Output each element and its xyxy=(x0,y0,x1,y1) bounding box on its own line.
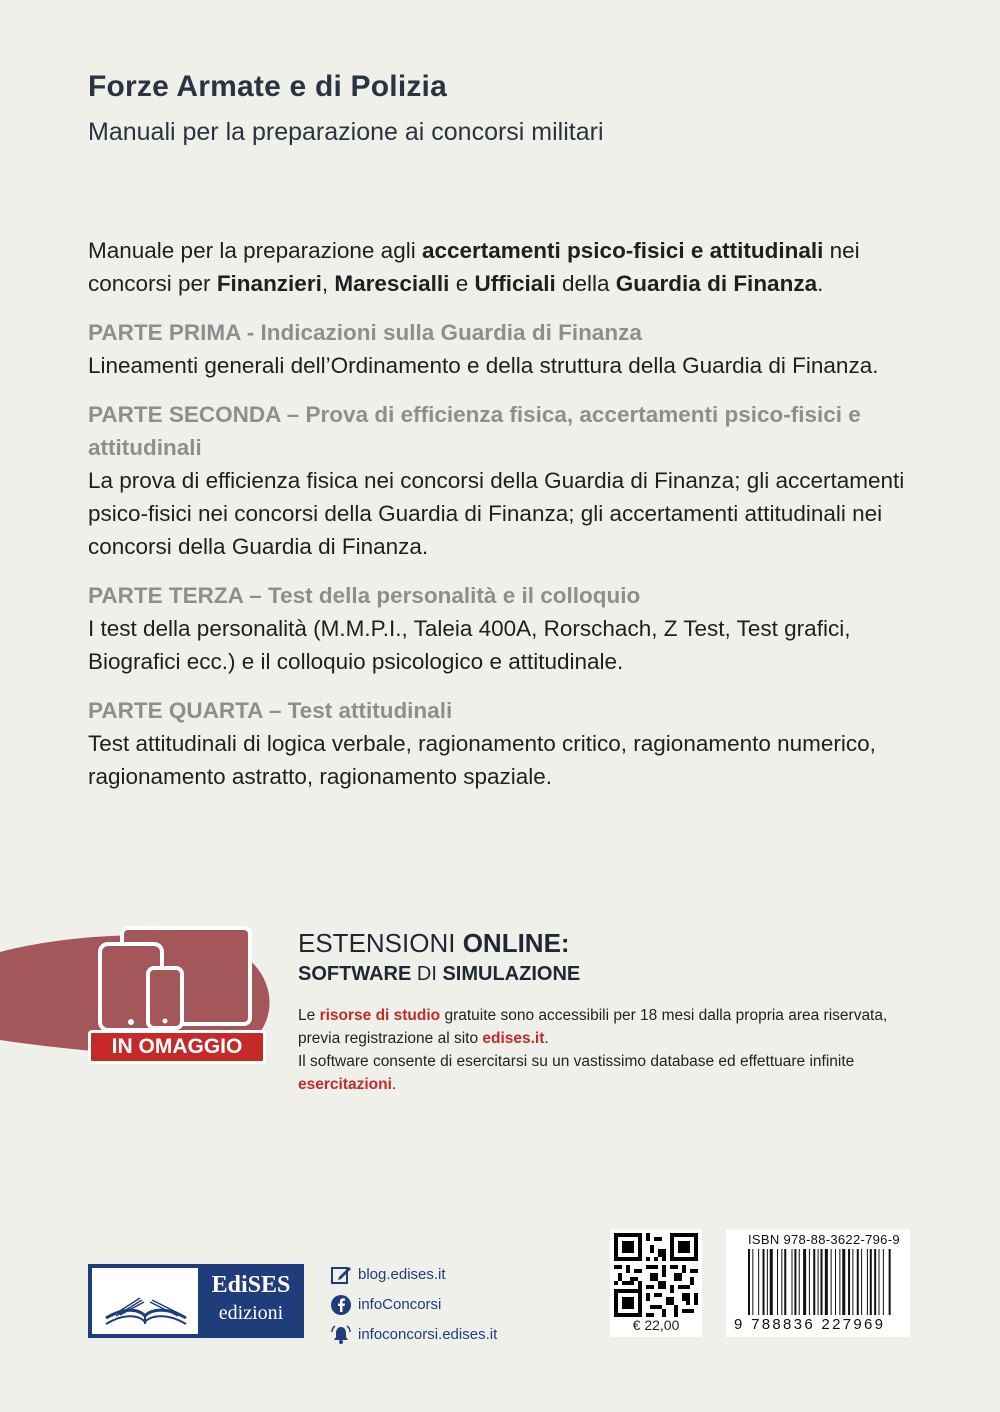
intro-text: . xyxy=(817,271,824,296)
phone-icon xyxy=(148,968,182,1028)
part-text: I test della personalità (M.M.P.I., Taleia 400A, Rorschach, Z Test, Test grafici, Biografici ecc.) e il colloquio psicologico e attitudinale. xyxy=(88,616,851,674)
subtitle-bold: SOFTWARE xyxy=(298,963,412,985)
devices-illustration xyxy=(90,926,260,1038)
part-separator: – xyxy=(243,583,269,608)
part-section xyxy=(88,316,918,382)
part-label: PARTE QUARTA xyxy=(88,698,263,723)
intro-paragraph xyxy=(88,234,918,300)
part-section xyxy=(88,694,918,793)
extensions-title xyxy=(298,928,918,959)
body-text: . xyxy=(391,1076,397,1093)
body-text: . xyxy=(544,1030,549,1047)
part-separator: – xyxy=(280,402,306,427)
intro-text: e xyxy=(449,271,475,296)
intro-bold: Ufficiali xyxy=(474,271,556,296)
body-text: Il software consente di esercitarsi su un vastissimo database ed effettuare infinite xyxy=(298,1053,855,1070)
part-title: Test della personalità e il colloquio xyxy=(268,583,641,608)
qr-price-box xyxy=(610,1229,702,1337)
part-title: Prova di efficienza fisica, accertamenti psico-fisici e attitudinali xyxy=(88,402,861,460)
site-link[interactable]: infoconcorsi.edises.it xyxy=(358,1326,498,1343)
intro-text: Manuale per la preparazione agli xyxy=(88,238,422,263)
intro-text: nei concorsi per xyxy=(88,238,860,296)
blog-link[interactable]: blog.edises.it xyxy=(358,1266,446,1283)
part-title: Indicazioni sulla Guardia di Finanza xyxy=(260,320,642,345)
subtitle-bold: SIMULAZIONE xyxy=(442,963,581,985)
part-heading xyxy=(88,579,918,612)
contact-blog[interactable] xyxy=(330,1262,497,1288)
contact-site[interactable] xyxy=(330,1322,497,1348)
contacts xyxy=(330,1262,497,1352)
intro-bold: Marescialli xyxy=(334,271,450,296)
body-highlight: risorse di studio xyxy=(319,1007,441,1024)
part-label: PARTE PRIMA xyxy=(88,320,241,345)
body-highlight: esercitazioni xyxy=(298,1076,392,1093)
intro-text: , xyxy=(321,271,335,296)
publisher-brand: EdiSES xyxy=(211,1272,291,1298)
publisher-logo xyxy=(88,1264,304,1338)
ean-number: 9 788836 227969 xyxy=(734,1316,886,1333)
online-extensions xyxy=(298,928,918,1096)
intro-bold: Finanzieri xyxy=(216,271,322,296)
barcode-icon xyxy=(748,1249,908,1315)
in-omaggio-badge: IN OMAGGIO xyxy=(88,1030,266,1064)
edit-icon xyxy=(330,1264,352,1286)
part-separator: - xyxy=(240,320,261,345)
part-label: PARTE SECONDA xyxy=(88,402,281,427)
logo-emblem xyxy=(92,1268,198,1334)
extensions-paragraph xyxy=(298,1050,918,1096)
edises-link[interactable]: edises.it xyxy=(482,1030,545,1047)
isbn-box xyxy=(726,1229,910,1337)
part-title: Test attitudinali xyxy=(287,698,453,723)
subtitle-text: DI xyxy=(411,963,443,985)
part-separator: – xyxy=(262,698,288,723)
facebook-link[interactable]: infoConcorsi xyxy=(358,1296,442,1313)
part-heading xyxy=(88,398,918,464)
qr-code-icon[interactable] xyxy=(614,1233,698,1317)
open-book-icon xyxy=(92,1268,198,1334)
part-text: Lineamenti generali dell’Ordinamento e della struttura della Guardia di Finanza. xyxy=(88,353,879,378)
series-title: Forze Armate e di Polizia xyxy=(88,70,447,103)
contact-facebook[interactable] xyxy=(330,1292,497,1318)
extensions-title-text: ESTENSIONI xyxy=(298,928,463,958)
body-text: Le xyxy=(298,1007,320,1024)
header xyxy=(88,70,604,147)
intro-text: della xyxy=(555,271,616,296)
description xyxy=(88,234,918,809)
extensions-subtitle xyxy=(298,963,918,986)
part-label: PARTE TERZA xyxy=(88,583,243,608)
publisher-sub: edizioni xyxy=(218,1302,284,1324)
body-text: gratuite sono accessibili per 18 mesi dalla propria area riservata, previa registrazione al sito xyxy=(298,1007,888,1047)
bell-icon xyxy=(330,1324,352,1346)
part-heading xyxy=(88,694,918,727)
part-section xyxy=(88,579,918,678)
isbn-text: ISBN 978-88-3622-796-9 xyxy=(748,1232,900,1247)
part-heading xyxy=(88,316,918,349)
extensions-title-bold: ONLINE: xyxy=(462,928,570,958)
intro-bold: accertamenti psico-fisici e attitudinali xyxy=(421,238,824,263)
part-text: Test attitudinali di logica verbale, ragionamento critico, ragionamento numerico, ragionamento astratto, ragionamento spaziale. xyxy=(88,731,876,789)
series-subtitle: Manuali per la preparazione ai concorsi militari xyxy=(88,118,604,146)
intro-bold: Guardia di Finanza xyxy=(615,271,818,296)
facebook-icon xyxy=(330,1294,352,1316)
part-text: La prova di efficienza fisica nei concorsi della Guardia di Finanza; gli accertamenti psico-fisici nei concorsi della Guardia di Finanza; gli accertamenti attitudinali nei concorsi della Guardia di Finanza. xyxy=(88,468,905,559)
extensions-paragraph xyxy=(298,1004,918,1050)
price-label: € 22,00 xyxy=(632,1317,680,1333)
part-section xyxy=(88,398,918,563)
extensions-body xyxy=(298,1004,918,1096)
